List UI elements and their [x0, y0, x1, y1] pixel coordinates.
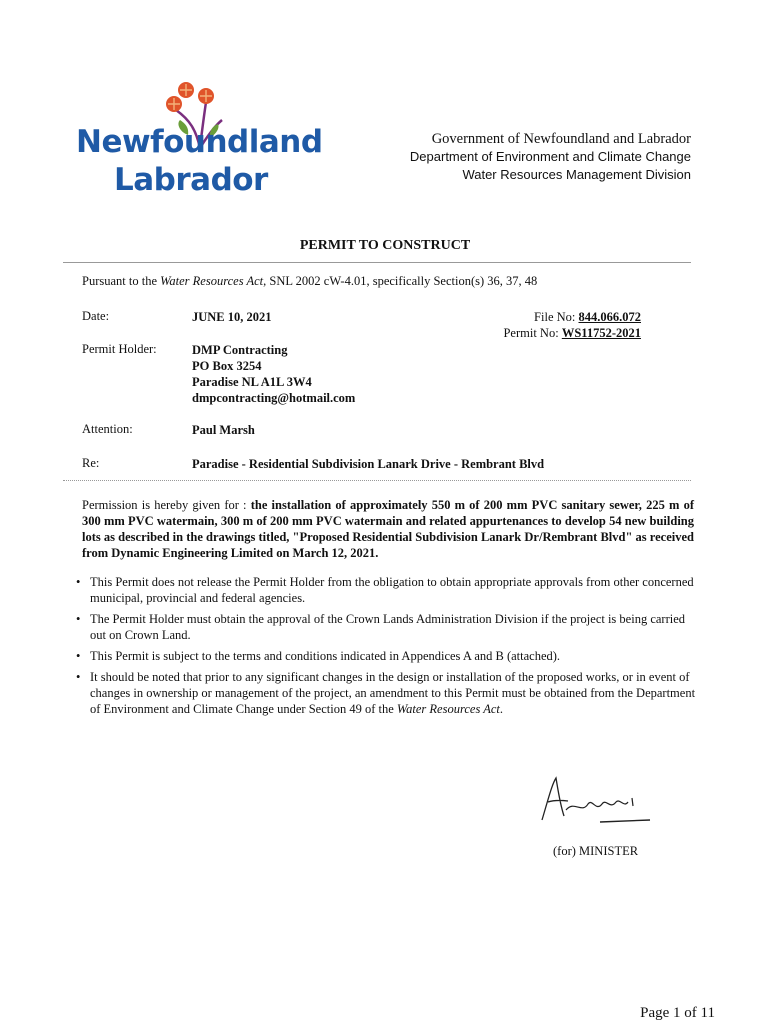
minister-signature — [530, 770, 660, 830]
file-no-line — [503, 309, 641, 325]
conditions-list — [76, 574, 696, 722]
permission-paragraph — [82, 497, 694, 561]
last-bullet-text: It should be noted that prior to any significant changes in the design or installation of the proposed works, or in event of changes in ownership or management of the project, an amendment to this Permit must be obtained from the Department of Environment and Climate Change under Section 49 of the — [90, 670, 696, 716]
permit-no-value: WS11752-2021 — [561, 326, 641, 340]
pursuant-prefix: Pursuant to the — [82, 274, 161, 288]
fields-divider — [63, 480, 691, 481]
permission-body: the installation of approximately 550 m of 200 mm PVC sanitary sewer, 225 m of 300 mm PVC watermain, 300 m of 200 mm PVC watermain and related appurtenances to develop 54 new building lots as described in the drawings titled, "Proposed Residential Subdivision Lanark Dr/Rembrant Blvd" as received from Dynamic Engineering Limited on March 12, 2021. — [82, 498, 694, 560]
holder-po-box: PO Box 3254 — [192, 359, 262, 373]
title-divider — [63, 262, 691, 263]
permission-prefix: Permission is hereby given for : — [82, 498, 251, 512]
date-label: Date: — [82, 309, 110, 323]
logo-line-1: Newfoundland — [76, 124, 323, 160]
document-title: PERMIT TO CONSTRUCT — [299, 238, 471, 253]
signature-caption: (for) MINISTER — [553, 844, 639, 858]
list-item — [76, 669, 696, 717]
holder-name: DMP Contracting — [192, 343, 288, 357]
file-numbers — [503, 309, 641, 341]
pursuant-suffix: , SNL 2002 cW-4.01, specifically Section(s) 36, 37, 48 — [263, 274, 538, 288]
re-value: Paradise - Residential Subdivision Lanark Drive - Rembrant Blvd — [192, 457, 545, 471]
division-name: Water Resources Management Division — [462, 167, 691, 182]
attention-value: Paul Marsh — [192, 423, 255, 437]
holder-label: Permit Holder: — [82, 342, 157, 356]
page-number: Page 1 of 11 — [640, 1005, 715, 1021]
holder-email: dmpcontracting@hotmail.com — [192, 391, 356, 405]
attention-label: Attention: — [82, 422, 133, 436]
permit-no-line — [503, 325, 641, 341]
logo-line-2: Labrador — [114, 162, 268, 198]
act-name: Water Resources Act — [396, 702, 500, 716]
government-logo — [76, 80, 323, 200]
permit-no-label: Permit No: — [503, 326, 562, 340]
list-item: • This Permit is subject to the terms and conditions indicated in Appendices A and B (attached). — [76, 648, 696, 664]
list-item: • This Permit does not release the Permit Holder from the obligation to obtain appropriate approvals from other concerned municipal, provincial and federal agencies. — [76, 574, 696, 606]
file-no-value: 844.066.072 — [578, 310, 641, 324]
list-item: • The Permit Holder must obtain the approval of the Crown Lands Administration Division if the project is being carried out on Crown Land. — [76, 611, 696, 643]
pursuant-line — [82, 274, 537, 289]
date-value: JUNE 10, 2021 — [192, 310, 272, 324]
act-name: Water Resources Act — [160, 274, 264, 288]
letterhead — [311, 130, 691, 184]
re-label: Re: — [82, 456, 100, 470]
department-name: Department of Environment and Climate Change — [409, 149, 691, 164]
holder-address — [192, 342, 355, 406]
holder-city: Paradise NL A1L 3W4 — [192, 375, 312, 389]
government-name: Government of Newfoundland and Labrador — [431, 131, 691, 147]
last-bullet-suffix: . — [499, 702, 503, 716]
file-no-label: File No: — [534, 310, 579, 324]
